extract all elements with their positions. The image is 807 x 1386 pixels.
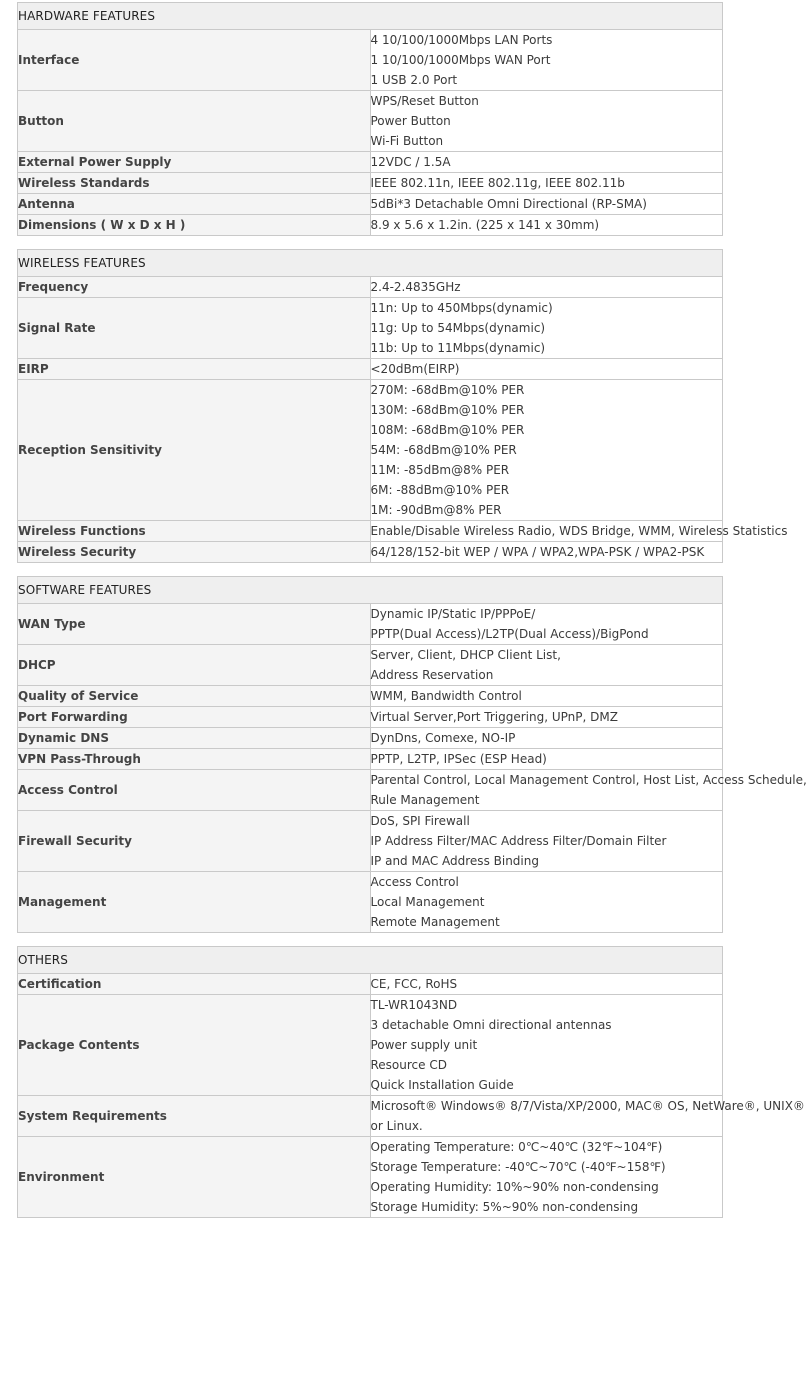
spec-label: Interface bbox=[18, 30, 371, 91]
section-title: WIRELESS FEATURES bbox=[18, 250, 723, 277]
spec-label: EIRP bbox=[18, 359, 371, 380]
spec-row bbox=[18, 686, 723, 707]
spec-value-line: PPTP(Dual Access)/L2TP(Dual Access)/BigPond bbox=[370, 627, 649, 641]
spec-value bbox=[370, 215, 723, 236]
spec-value bbox=[370, 91, 723, 152]
spec-label: DHCP bbox=[18, 645, 371, 686]
spec-value-line: IP Address Filter/MAC Address Filter/Domain Filter bbox=[370, 834, 667, 848]
spec-value bbox=[370, 152, 723, 173]
spec-value-line: 11b: Up to 11Mbps(dynamic) bbox=[370, 341, 546, 355]
spec-label: Access Control bbox=[18, 770, 371, 811]
spec-value-line: or Linux. bbox=[370, 1119, 423, 1133]
spec-value-line: CE, FCC, RoHS bbox=[370, 977, 458, 991]
spec-value-line: DynDns, Comexe, NO-IP bbox=[370, 731, 516, 745]
spec-label: Firewall Security bbox=[18, 811, 371, 872]
spec-row bbox=[18, 770, 723, 811]
spec-row bbox=[18, 194, 723, 215]
spec-row bbox=[18, 298, 723, 359]
spec-value-line: Parental Control, Local Management Control, Host List, Access Schedule, bbox=[370, 773, 807, 787]
spec-value-line: 11g: Up to 54Mbps(dynamic) bbox=[370, 321, 546, 335]
spec-value-line: Access Control bbox=[370, 875, 459, 889]
spec-row bbox=[18, 91, 723, 152]
spec-value-line: Local Management bbox=[370, 895, 485, 909]
spec-value-line: 54M: -68dBm@10% PER bbox=[370, 443, 517, 457]
spec-value-line: 108M: -68dBm@10% PER bbox=[370, 423, 525, 437]
spec-value-line: Enable/Disable Wireless Radio, WDS Bridge, WMM, Wireless Statistics bbox=[370, 524, 788, 538]
spec-label: Environment bbox=[18, 1137, 371, 1218]
spec-value bbox=[370, 604, 723, 645]
spec-value bbox=[370, 974, 723, 995]
spec-value-line: 130M: -68dBm@10% PER bbox=[370, 403, 525, 417]
spec-value-line: 2.4-2.4835GHz bbox=[370, 280, 461, 294]
spec-value-line: 6M: -88dBm@10% PER bbox=[370, 483, 510, 497]
spec-value-line: Server, Client, DHCP Client List, bbox=[370, 648, 561, 662]
spec-row bbox=[18, 380, 723, 521]
spec-value-line: Wi-Fi Button bbox=[370, 134, 444, 148]
spec-row bbox=[18, 645, 723, 686]
wireless-features-table bbox=[17, 249, 788, 563]
spec-value bbox=[370, 359, 723, 380]
spec-row bbox=[18, 1096, 723, 1137]
hardware-features-table bbox=[17, 2, 723, 236]
spec-label: External Power Supply bbox=[18, 152, 371, 173]
spec-value-line: Power Button bbox=[370, 114, 451, 128]
spec-value bbox=[370, 194, 723, 215]
spec-row bbox=[18, 215, 723, 236]
spec-label: Management bbox=[18, 872, 371, 933]
spec-value bbox=[370, 995, 723, 1096]
spec-label: Antenna bbox=[18, 194, 371, 215]
spec-row bbox=[18, 30, 723, 91]
spec-row bbox=[18, 995, 723, 1096]
spec-row bbox=[18, 811, 723, 872]
spec-value-line: PPTP, L2TP, IPSec (ESP Head) bbox=[370, 752, 547, 766]
spec-row bbox=[18, 604, 723, 645]
spec-value bbox=[370, 1096, 805, 1137]
spec-value-line: Microsoft® Windows® 8/7/Vista/XP/2000, MAC® OS, NetWare®, UNIX® bbox=[370, 1099, 805, 1113]
others-table bbox=[17, 946, 805, 1218]
spec-row bbox=[18, 173, 723, 194]
spec-label: Quality of Service bbox=[18, 686, 371, 707]
spec-value-line: 64/128/152-bit WEP / WPA / WPA2,WPA-PSK / WPA2-PSK bbox=[370, 545, 705, 559]
spec-value-line: Storage Humidity: 5%~90% non-condensing bbox=[370, 1200, 639, 1214]
spec-value bbox=[370, 749, 723, 770]
spec-label: Dimensions ( W x D x H ) bbox=[18, 215, 371, 236]
spec-value-line: 12VDC / 1.5A bbox=[370, 155, 451, 169]
spec-value bbox=[370, 686, 723, 707]
spec-value bbox=[370, 811, 723, 872]
section-title: SOFTWARE FEATURES bbox=[18, 577, 723, 604]
spec-value bbox=[370, 521, 788, 542]
spec-value-line: 270M: -68dBm@10% PER bbox=[370, 383, 525, 397]
spec-value-line: 11n: Up to 450Mbps(dynamic) bbox=[370, 301, 553, 315]
spec-value bbox=[370, 173, 723, 194]
spec-label: Wireless Standards bbox=[18, 173, 371, 194]
spec-value bbox=[370, 542, 723, 563]
spec-label: WAN Type bbox=[18, 604, 371, 645]
spec-value bbox=[370, 645, 723, 686]
spec-value bbox=[370, 30, 723, 91]
spec-value-line: 5dBi*3 Detachable Omni Directional (RP-SMA) bbox=[370, 197, 647, 211]
spec-label: Port Forwarding bbox=[18, 707, 371, 728]
section-title: HARDWARE FEATURES bbox=[18, 3, 723, 30]
spec-value bbox=[370, 872, 723, 933]
spec-row bbox=[18, 974, 723, 995]
software-features-table bbox=[17, 576, 807, 933]
spec-value-line: DoS, SPI Firewall bbox=[370, 814, 470, 828]
spec-value bbox=[370, 1137, 723, 1218]
spec-row bbox=[18, 749, 723, 770]
spec-value-line: Address Reservation bbox=[370, 668, 494, 682]
section-title: OTHERS bbox=[18, 947, 723, 974]
spec-value bbox=[370, 770, 807, 811]
spec-value-line: Resource CD bbox=[370, 1058, 447, 1072]
spec-label: Frequency bbox=[18, 277, 371, 298]
spec-value-line: 1 USB 2.0 Port bbox=[370, 73, 458, 87]
spec-label: System Requirements bbox=[18, 1096, 371, 1137]
spec-value-line: 1 10/100/1000Mbps WAN Port bbox=[370, 53, 551, 67]
spec-value-line: IP and MAC Address Binding bbox=[370, 854, 539, 868]
spec-value-line: Operating Humidity: 10%~90% non-condensing bbox=[370, 1180, 659, 1194]
spec-row bbox=[18, 542, 723, 563]
spec-value-line: 4 10/100/1000Mbps LAN Ports bbox=[370, 33, 553, 47]
spec-value-line: Rule Management bbox=[370, 793, 480, 807]
spec-value-line: Power supply unit bbox=[370, 1038, 478, 1052]
spec-value-line: Virtual Server,Port Triggering, UPnP, DMZ bbox=[370, 710, 618, 724]
spec-value-line: TL-WR1043ND bbox=[370, 998, 458, 1012]
spec-label: Package Contents bbox=[18, 995, 371, 1096]
spec-label: Wireless Functions bbox=[18, 521, 371, 542]
spec-value-line: Remote Management bbox=[370, 915, 500, 929]
spec-row bbox=[18, 872, 723, 933]
spec-value-line: Dynamic IP/Static IP/PPPoE/ bbox=[370, 607, 536, 621]
spec-value-line: 11M: -85dBm@8% PER bbox=[370, 463, 510, 477]
spec-value-line: 8.9 x 5.6 x 1.2in. (225 x 141 x 30mm) bbox=[370, 218, 600, 232]
spec-value-line: 3 detachable Omni directional antennas bbox=[370, 1018, 612, 1032]
spec-value-line: Quick Installation Guide bbox=[370, 1078, 514, 1092]
spec-value-line: Storage Temperature: -40℃~70℃ (-40℉~158℉) bbox=[370, 1160, 666, 1174]
spec-value-line: WMM, Bandwidth Control bbox=[370, 689, 522, 703]
spec-label: Button bbox=[18, 91, 371, 152]
spec-label: Certification bbox=[18, 974, 371, 995]
spec-value-line: Operating Temperature: 0℃~40℃ (32℉~104℉) bbox=[370, 1140, 663, 1154]
spec-value bbox=[370, 380, 723, 521]
spec-row bbox=[18, 152, 723, 173]
spec-value-line: 1M: -90dBm@8% PER bbox=[370, 503, 502, 517]
spec-row bbox=[18, 707, 723, 728]
spec-label: Reception Sensitivity bbox=[18, 380, 371, 521]
spec-row bbox=[18, 521, 723, 542]
spec-label: Dynamic DNS bbox=[18, 728, 371, 749]
spec-row bbox=[18, 1137, 723, 1218]
spec-value bbox=[370, 707, 723, 728]
spec-value-line: <20dBm(EIRP) bbox=[370, 362, 460, 376]
spec-label: Signal Rate bbox=[18, 298, 371, 359]
spec-value bbox=[370, 277, 723, 298]
spec-row bbox=[18, 277, 723, 298]
spec-value bbox=[370, 298, 723, 359]
spec-label: VPN Pass-Through bbox=[18, 749, 371, 770]
spec-row bbox=[18, 359, 723, 380]
spec-value-line: IEEE 802.11n, IEEE 802.11g, IEEE 802.11b bbox=[370, 176, 625, 190]
spec-value bbox=[370, 728, 723, 749]
spec-row bbox=[18, 728, 723, 749]
spec-label: Wireless Security bbox=[18, 542, 371, 563]
spec-value-line: WPS/Reset Button bbox=[370, 94, 479, 108]
